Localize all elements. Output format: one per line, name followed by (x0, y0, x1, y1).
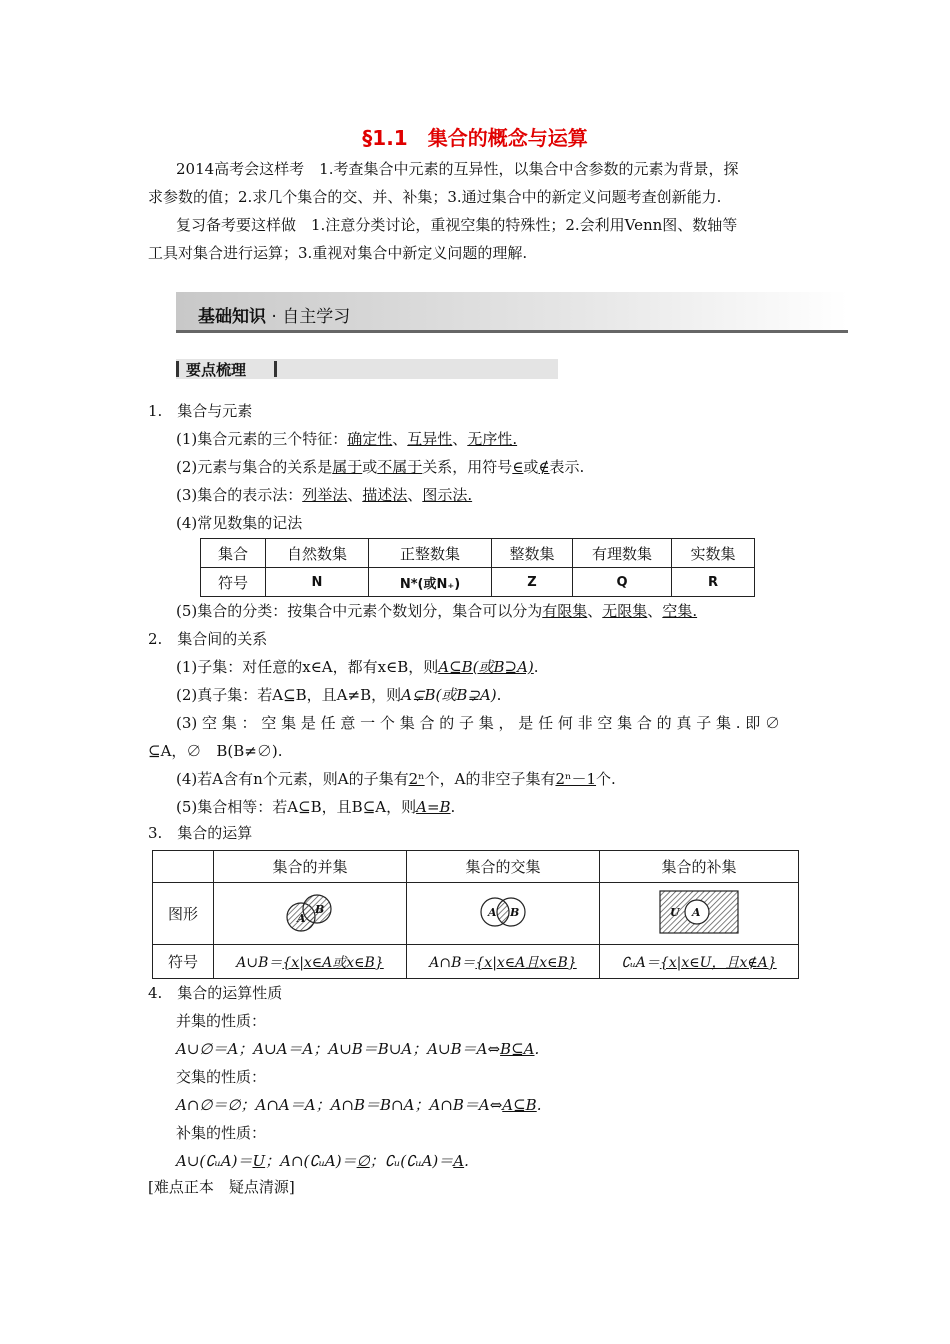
section-header (176, 292, 848, 334)
section-dot: · (266, 307, 283, 327)
section-bold: 基础知识 (198, 307, 266, 327)
table-cell: 实数集 (672, 539, 755, 568)
table-row (201, 568, 755, 597)
s4-inter-line: A∩∅＝∅；A∩A＝A；A∩B＝B∩A；A∩B＝A⇔A⊆B. (176, 1096, 542, 1114)
table-cell: R (672, 568, 755, 597)
venn-label-a: A (297, 911, 306, 925)
table-cell: A∩B＝{x|x∈A且x∈B} (407, 945, 600, 979)
s2-p3a: (3) 空 集 ： 空 集 是 任 意 一 个 集 合 的 子 集 ， 是 任 何 非 空 集 合 的 真 子 集 . 即 ∅ (176, 714, 781, 732)
number-set-table (200, 538, 755, 597)
s2-p4: (4)若A含有n个元素，则A的子集有2ⁿ个，A的非空子集有2ⁿ－1个. (176, 770, 616, 788)
intro-line-1: 2014高考会这样考 1.考查集合中元素的互异性，以集合中含参数的元素为背景，探 (176, 160, 739, 178)
table-cell: 集合的交集 (407, 851, 600, 883)
subsection-header (176, 359, 558, 379)
s1-p5: (5)集合的分类：按集合中元素个数划分，集合可以分为有限集、无限集、空集. (176, 602, 698, 620)
table-cell: N*(或N₊) (369, 568, 492, 597)
table-cell: 集合的补集 (600, 851, 799, 883)
table-cell: 整数集 (492, 539, 573, 568)
s2-p3b: ⊆A，∅ B(B≠∅). (148, 742, 283, 760)
table-cell: 自然数集 (266, 539, 369, 568)
venn-label-b: B (315, 902, 325, 916)
section-rest: 自主学习 (282, 307, 351, 327)
complement-venn-diagram (657, 887, 741, 937)
page-title: §1.1 集合的概念与运算 (362, 126, 588, 150)
s1-p2: (2)元素与集合的关系是属于或不属于关系，用符号∈或∉表示. (176, 458, 585, 476)
s4-comp-line: A∪(∁ᵤA)＝U；A∩(∁ᵤA)＝∅；∁ᵤ(∁ᵤA)＝A. (176, 1152, 469, 1170)
intro-line-4: 工具对集合进行运算；3.重视对集合中新定义问题的理解. (148, 244, 528, 262)
table-row (153, 945, 799, 979)
subsection-label: 要点梳理 (186, 361, 247, 379)
s2-p5: (5)集合相等：若A⊆B，且B⊆A，则A=B. (176, 798, 456, 816)
table-cell: 正整数集 (369, 539, 492, 568)
s1-p4: (4)常见数集的记法 (176, 514, 303, 532)
s2-heading: 2. 集合间的关系 (148, 630, 268, 648)
table-cell: 符号 (201, 568, 266, 597)
intersection-venn-diagram (463, 887, 543, 937)
s4-comp-title: 补集的性质： (176, 1124, 267, 1142)
venn-label-a: A (692, 905, 701, 919)
table-cell: 符号 (153, 945, 214, 979)
venn-label-u: U (670, 905, 680, 919)
table-row (153, 851, 799, 883)
table-cell: 集合 (201, 539, 266, 568)
s1-p3: (3)集合的表示法：列举法、描述法、图示法. (176, 486, 473, 504)
union-venn (214, 883, 407, 945)
table-cell: 集合的并集 (214, 851, 407, 883)
table-cell (153, 851, 214, 883)
operation-table (152, 850, 799, 979)
footer-note: [难点正本 疑点清源] (148, 1178, 295, 1196)
s2-p2: (2)真子集：若A⊆B，且A≠B，则A⊊B(或B⊋A). (176, 686, 502, 704)
s4-heading: 4. 集合的运算性质 (148, 984, 283, 1002)
s1-heading: 1. 集合与元素 (148, 402, 253, 420)
s4-union-line: A∪∅＝A；A∪A＝A；A∪B＝B∪A；A∪B＝A⇔B⊆A. (176, 1040, 540, 1058)
s3-heading: 3. 集合的运算 (148, 824, 253, 842)
intro-line-3: 复习备考要这样做 1.注意分类讨论，重视空集的特殊性；2.会利用Venn图、数轴等 (176, 216, 738, 234)
intro-line-2: 求参数的值；2.求几个集合的交、并、补集；3.通过集合中的新定义问题考查创新能力. (148, 188, 722, 206)
venn-label-a: A (488, 905, 497, 919)
table-cell: 有理数集 (573, 539, 672, 568)
s4-union-title: 并集的性质： (176, 1012, 267, 1030)
table-cell: 图形 (153, 883, 214, 945)
s2-p1: (1)子集：对任意的x∈A，都有x∈B，则A⊆B(或B⊇A). (176, 658, 539, 676)
table-cell: A∪B＝{x|x∈A或x∈B} (214, 945, 407, 979)
table-row (201, 539, 755, 568)
table-cell: ∁ᵤA＝{x|x∈U，且x∉A} (600, 945, 799, 979)
table-cell: Q (573, 568, 672, 597)
table-cell: N (266, 568, 369, 597)
intersection-venn (407, 883, 600, 945)
union-venn-diagram (270, 887, 350, 937)
table-cell: Z (492, 568, 573, 597)
complement-venn (600, 883, 799, 945)
venn-label-b: B (510, 905, 520, 919)
table-row (153, 883, 799, 945)
s1-p1: (1)集合元素的三个特征：确定性、互异性、无序性. (176, 430, 518, 448)
s4-inter-title: 交集的性质： (176, 1068, 267, 1086)
